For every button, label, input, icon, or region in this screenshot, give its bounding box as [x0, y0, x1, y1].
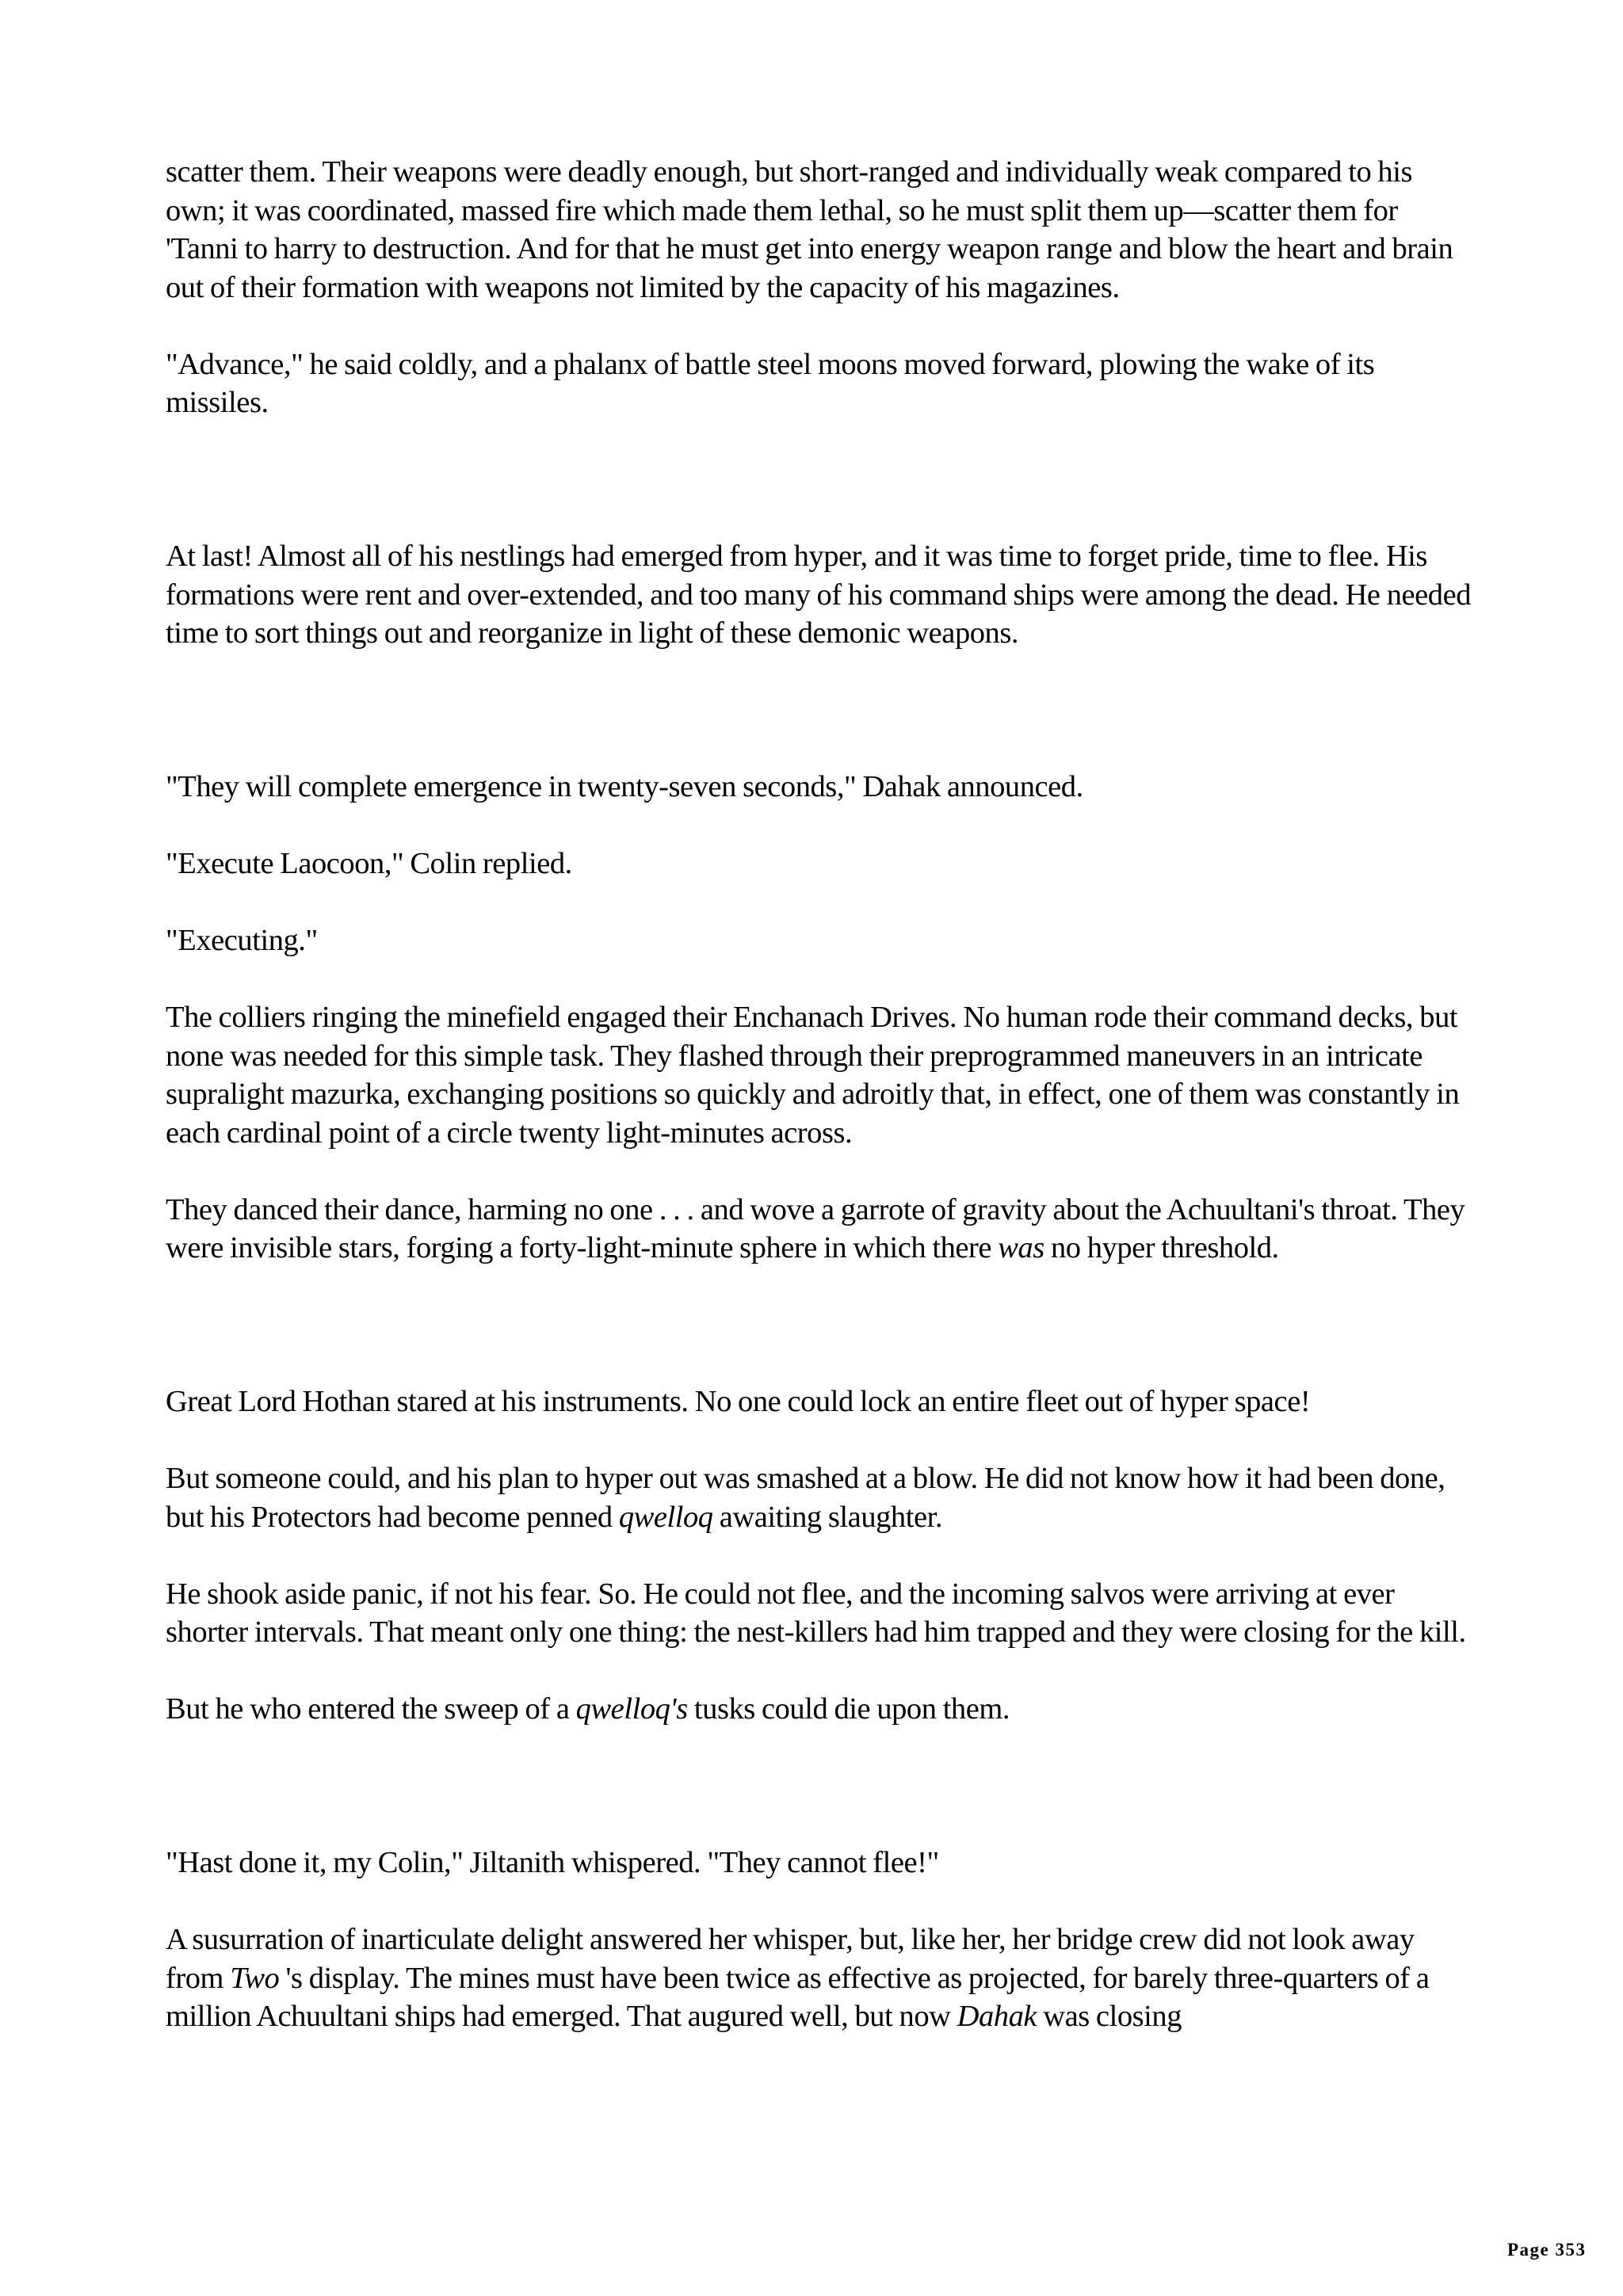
- text-run: "Execute Laocoon," Colin replied.: [166, 847, 572, 880]
- text-run: tusks could die upon them.: [687, 1692, 1010, 1726]
- page-body-text: [166, 153, 1473, 2074]
- text-run: The colliers ringing the minefield engaged their Enchanach Drives. No human rode their command decks, but none was needed for this simple task. They flashed through their preprogrammed maneuvers in an intricate supralight mazurka, exchanging positions so quickly and adroitly that, in effect, one of them was constantly in each cardinal point of a circle twenty light-minutes across.: [166, 1001, 1460, 1150]
- text-run: A susurration of inarticulate delight answered her whisper, but, like her, her bridge crew did not look away from: [166, 1923, 1415, 1995]
- text-run: 's display. The mines must have been twice as effective as projected, for barely three-quarters of a million Achuultani ships had emerged. That augured well, but now: [166, 1961, 1430, 2033]
- italic-text: qwelloq's: [575, 1692, 688, 1726]
- paragraph: [166, 537, 1473, 653]
- text-run: scatter them. Their weapons were deadly enough, but short-ranged and individually weak compared to his own; it was coordinated, massed fire which made them lethal, so he must split them up—scatter them for 'Tanni to harry to destruction. And for that he must get into energy weapon range and blow the heart and brain out of their formation with weapons not limited by the capacity of his magazines.: [166, 155, 1453, 304]
- paragraph: [166, 998, 1473, 1152]
- italic-text: Dahak: [957, 2000, 1037, 2033]
- paragraph: [166, 1844, 1473, 1882]
- paragraph: [166, 153, 1473, 307]
- paragraph: [166, 1920, 1473, 2036]
- text-run: no hyper threshold.: [1044, 1231, 1279, 1264]
- text-run: Great Lord Hothan stared at his instruments. No one could lock an entire fleet out of hyper space!: [166, 1385, 1311, 1418]
- text-run: awaiting slaughter.: [712, 1500, 943, 1534]
- italic-text: Two: [230, 1961, 280, 1995]
- text-run: But someone could, and his plan to hyper out was smashed at a blow. He did not know how it had been done, but his Protectors had become penned: [166, 1462, 1445, 1534]
- text-run: He shook aside panic, if not his fear. So. He could not flee, and the incoming salvos were arriving at ever shorter intervals. That meant only one thing: the nest-killers had him trapped and they were closing for the kill.: [166, 1577, 1466, 1649]
- text-run: "They will complete emergence in twenty-seven seconds," Dahak announced.: [166, 770, 1083, 803]
- paragraph: [166, 845, 1473, 883]
- text-run: "Executing.": [166, 924, 318, 957]
- section-break: [166, 1306, 1473, 1383]
- paragraph: [166, 1690, 1473, 1729]
- paragraph: [166, 1383, 1473, 1421]
- text-run: was closing: [1037, 2000, 1182, 2033]
- italic-text: qwelloq: [618, 1500, 713, 1534]
- paragraph: [166, 345, 1473, 422]
- text-run: But he who entered the sweep of a: [166, 1692, 576, 1726]
- paragraph: [166, 1459, 1473, 1536]
- text-run: "Advance," he said coldly, and a phalanx of battle steel moons moved forward, plowing the wake of its missiles.: [166, 347, 1375, 419]
- page-number: Page 353: [1507, 2240, 1587, 2260]
- section-break: [166, 691, 1473, 768]
- italic-text: was: [998, 1231, 1044, 1264]
- paragraph: [166, 1191, 1473, 1268]
- paragraph: [166, 921, 1473, 960]
- text-run: They danced their dance, harming no one . . . and wove a garrote of gravity about the Achuultani's throat. They were invisible stars, forging a forty-light-minute sphere in which there: [166, 1192, 1465, 1264]
- text-run: "Hast done it, my Colin," Jiltanith whispered. "They cannot flee!": [166, 1846, 939, 1879]
- section-break: [166, 460, 1473, 537]
- paragraph: [166, 768, 1473, 807]
- paragraph: [166, 1575, 1473, 1652]
- section-break: [166, 1767, 1473, 1844]
- text-run: At last! Almost all of his nestlings had emerged from hyper, and it was time to forget pride, time to flee. His formations were rent and over-extended, and too many of his command ships were among the dead. He needed time to sort things out and reorganize in light of these demonic weapons.: [166, 540, 1472, 650]
